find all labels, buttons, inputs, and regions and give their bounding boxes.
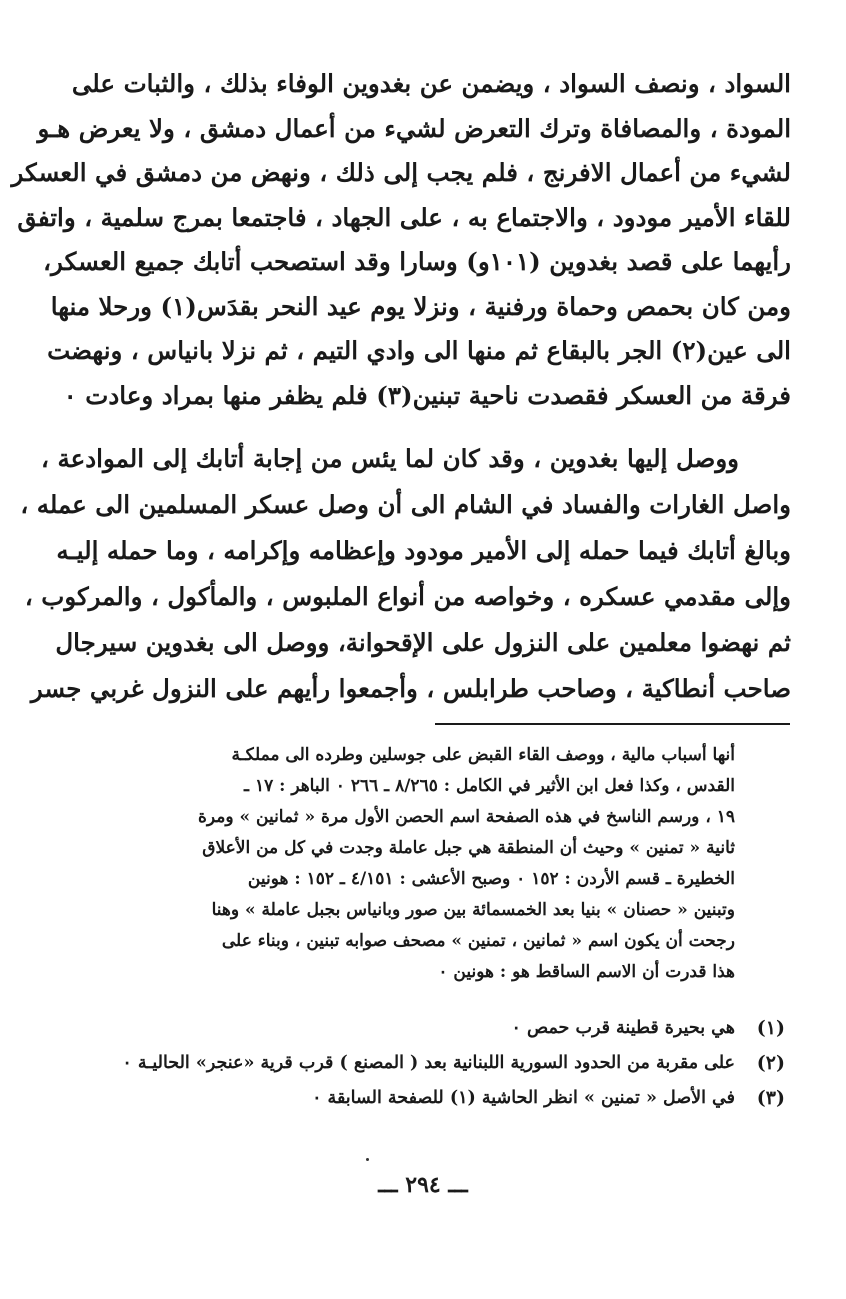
text-line: رأيهما على قصد بغدوين (١٠١و) وسارا وقد استصحب أتابك جميع العسكر، [43,247,791,276]
footnote-text: في الأصل « تمنين » انظر الحاشية (١) للصفحة السابقة ٠ [312,1088,735,1108]
note-line: القدس ، وكذا فعل ابن الأثير في الكامل : ٨/٢٦٥ ـ ٢٦٦ ٠ الباهر : ١٧ ـ [244,776,735,796]
main-paragraph-1 [11,62,791,418]
note-line: ثانية « تمنين » وحيث أن المنطقة هي جبل عاملة وجدت في كل من الأعلاق [202,838,735,858]
note-line: الخطيرة ـ قسم الأردن : ١٥٢ ٠ وصبح الأعشى : ٤/١٥١ ـ ١٥٢ : هونين [247,869,735,889]
footnote-divider [435,723,790,725]
footnote-number: (٣) [756,1087,785,1109]
footnotes-list [95,1010,785,1115]
text-line: فرقة من العسكر فقصدت ناحية تبنين(٣) فلم يظفر منها بمراد وعادت ٠ [63,380,791,410]
footnote-1 [95,1012,785,1045]
footnote-number: (٢) [756,1052,785,1074]
note-line: أنها أسباب مالية ، ووصف القاء القبض على جوسلين وطرده الى مملكـة [231,745,735,765]
text-line: ثم نهضوا معلمين على النزول على الإقحوانة، ووصل الى بغدوين سيرجال [55,628,791,657]
text-line: السواد ، ونصف السواد ، ويضمن عن بغدوين الوفاء بذلك ، والثبات على [71,69,791,98]
text-line: الى عين(٢) الجر بالبقاع ثم منها الى وادي التيم ، ثم نزلا بانياس ، ونهضت [47,336,791,365]
text-line: ووصل إليها بغدوين ، وقد كان لما يئس من إجابة أتابك إلى الموادعة ، [41,444,739,473]
text-line: للقاء الأمير مودود ، والاجتماع به ، على الجهاد ، فاجتمعا بمرج سلمية ، واتفق [17,202,791,232]
note-line: ١٩ ، ورسم الناسخ في هذه الصفحة اسم الحصن الأول مرة « ثمانين » ومرة [197,807,735,827]
footnote-continuation [95,740,785,988]
text-line: لشيء من أعمال الافرنج ، فلم يجب إلى ذلك ، ونهض من دمشق في العسكر [11,158,791,187]
text-line: ومن كان بحمص وحماة ورفنية ، ونزلا يوم عيد النحر بقدَس(١) ورحلا منها [50,291,791,321]
page-number: ـــ ٢٩٤ ـــ [378,1172,468,1198]
text-line: وبالغ أتابك فيما حمله إلى الأمير مودود وإعظامه وإكرامه ، وما حمله إليـه [56,536,791,565]
footnote-text: هي بحيرة قطينة قرب حمص ٠ [511,1018,735,1038]
note-line: هذا قدرت أن الاسم الساقط هو : هونين ٠ [438,962,735,982]
text-line: صاحب أنطاكية ، وصاحب طرابلس ، وأجمعوا رأيهم على النزول غربي جسر [30,674,791,703]
footnote-2 [95,1047,785,1080]
footnote-text: على مقربة من الحدود السورية اللبنانية بعد ( المصنع ) قرب قرية «عنجر» الحاليـة ٠ [122,1053,735,1073]
text-line: وإلى مقدمي عسكره ، وخواصه من أنواع الملبوس ، والمأكول ، والمركوب ، [24,582,791,611]
note-line: رجحت أن يكون اسم « ثمانين ، تمنين » مصحف صوابه تبنين ، وبناء على [221,931,735,951]
text-line: المودة ، والمصافاة وترك التعرض لشيء من أعمال دمشق ، ولا يعرض هـو [37,113,791,143]
text-line: واصل الغارات والفساد في الشام الى أن وصل عسكر المسلمين الى عمله ، [20,490,791,519]
main-paragraph-2 [20,436,791,712]
footnote-number: (١) [756,1017,785,1039]
footnote-3 [95,1082,785,1115]
stray-dot [366,1158,369,1161]
note-line: وتبنين « حصنان » بنيا بعد الخمسمائة بين صور وبانياس بجبل عاملة » وهنا [211,900,735,920]
